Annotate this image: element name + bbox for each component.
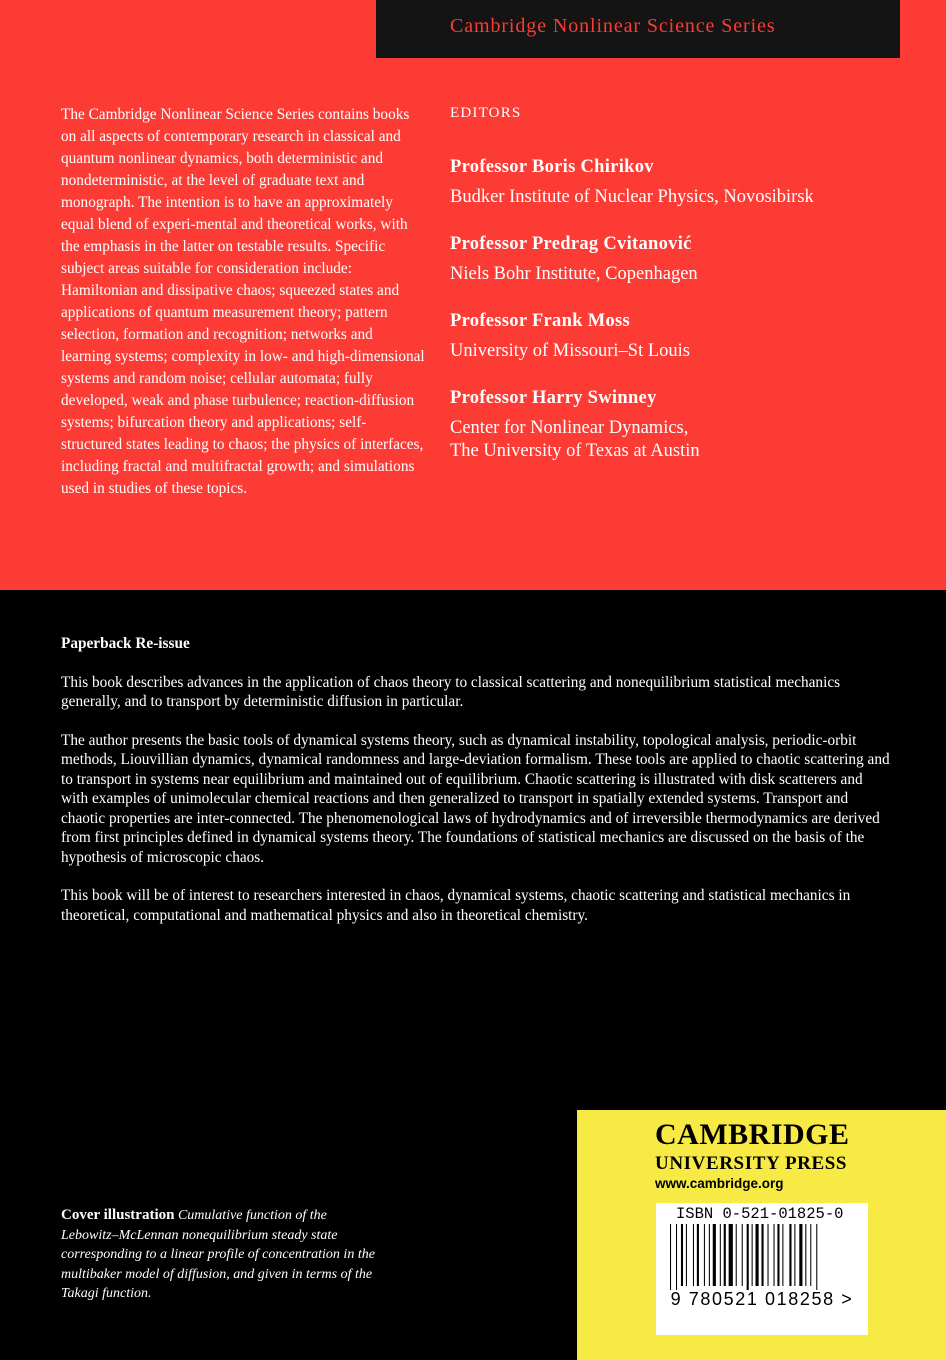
editor-name: Professor Frank Moss: [450, 311, 631, 331]
editor-name: Professor Harry Swinney: [450, 388, 657, 408]
barcode-bar: [747, 1224, 749, 1290]
series-title: Cambridge Nonlinear Science Series: [450, 15, 776, 37]
editor-name: Professor Boris Chirikov: [450, 157, 654, 177]
publisher-subname: UNIVERSITY PRESS: [655, 1153, 848, 1174]
editor-affiliation: Budker Institute of Nuclear Physics, Novosibirsk: [450, 187, 814, 207]
description-paragraph: This book describes advances in the application of chaos theory to classical scattering and nonequilibrium statistical mechanics generally, and to transport by deterministic diffusion in particular.: [61, 673, 841, 710]
barcode-icon: [668, 1224, 856, 1290]
publisher-url: www.cambridge.org: [655, 1176, 784, 1191]
barcode-bar: [805, 1224, 806, 1286]
barcode-bar: [704, 1224, 705, 1286]
barcode-bar: [693, 1224, 694, 1286]
barcode-bar: [676, 1224, 677, 1290]
publisher-name: CAMBRIDGE: [655, 1118, 850, 1151]
series-description: The Cambridge Nonlinear Science Series contains books on all aspects of contemporary research in classical and quantum nonlinear dynamics, both deterministic and nondeterministic, at the level of graduate text and monograph. The intention is to have an approximately equal blend of experi-mental and theoretical works, with the emphasis in the latter on testable results. Specific subject areas suitable for consideration include: Hamiltonian and dissipative chaos; squeezed states and applications of quantum measurement theory; pattern selection, formation and recognition; networks and learning systems; complexity in low- and high-dimensional systems and random noise; cellular automata; fully developed, weak and phase turbulence; reaction-diffusion systems; bifurcation theory and applications; self-structured states leading to chaos; the physics of interfaces, including fractal and multifractal growth; and simulations used in studies of these topics.: [61, 106, 425, 497]
barcode-bar: [789, 1224, 791, 1286]
editor-name: Professor Predrag Cvitanović: [450, 234, 692, 254]
barcode-bar: [709, 1224, 710, 1286]
barcode-bar: [756, 1224, 759, 1286]
barcode-bar: [752, 1224, 753, 1286]
barcode-bar: [729, 1224, 733, 1286]
barcode-bar: [720, 1224, 721, 1286]
barcode-bar: [810, 1224, 811, 1286]
barcode-bar: [736, 1224, 737, 1286]
editor-affiliation: University of Missouri–St Louis: [450, 341, 690, 361]
barcode-bar: [794, 1224, 795, 1286]
editors-heading: EDITORS: [450, 105, 522, 121]
isbn-text: ISBN 0-521-01825-0: [676, 1205, 844, 1223]
cover-illustration-credit: [61, 1206, 381, 1304]
editor-moss: [450, 309, 920, 363]
barcode-bar: [670, 1224, 671, 1290]
editor-affiliation: Niels Bohr Institute, Copenhagen: [450, 264, 698, 284]
book-description: [61, 634, 893, 944]
description-paragraph: The author presents the basic tools of dynamical systems theory, such as dynamical instability, topological analysis, periodic-orbit methods, Liouvillian dynamics, dynamical randomness and large-deviation formalism. These tools are applied to chaotic scattering and to transport in systems near equilibrium and maintained out of equilibrium. Chaotic scattering is illustrated with disk scatterers and with examples of unimolecular chemical reactions and then generalized to transport in spatially extended systems. Transport and chaotic properties are inter-connected. The phenomenological laws of hydrodynamics and of irreversible thermodynamics are derived from first principles defined in dynamical systems theory. The foundations of statistical mechanics are discussed on the basis of the hypothesis of microscopic chaos.: [61, 731, 890, 866]
cover-illustration-label: Cover illustration: [61, 1207, 175, 1223]
barcode-bar: [768, 1224, 769, 1286]
barcode-bar: [816, 1224, 817, 1290]
barcode-bar: [713, 1224, 716, 1286]
barcode-bar: [799, 1224, 802, 1286]
description-paragraph: This book will be of interest to researchers interested in chaos, dynamical systems, chaotic scattering and statistical mechanics in theoretical, computational and mathematical physics and also in theoretical chemistry.: [61, 887, 851, 924]
barcode-bar: [762, 1224, 764, 1286]
editor-cvitanovic: [450, 232, 920, 286]
editor-affiliation: Center for Nonlinear Dynamics, The University of Texas at Austin: [450, 418, 700, 461]
barcode-bar: [742, 1224, 743, 1286]
reissue-label: Paperback Re-issue: [61, 635, 190, 652]
barcode-bar: [724, 1224, 726, 1286]
barcode-bar: [782, 1224, 783, 1286]
barcode-bar: [697, 1224, 699, 1286]
cover-illustration-text: Cumulative function of the Lebowitz–McLennan nonequilibrium steady state corresponding to a linear profile of concentration in the multibaker model of diffusion, and given in terms of the Takagi function.: [61, 1208, 375, 1301]
barcode-bar: [686, 1224, 687, 1286]
editor-chirikov: [450, 155, 920, 209]
barcode-bar: [777, 1224, 779, 1286]
publisher-block: [577, 1110, 946, 1360]
barcode: [656, 1203, 868, 1335]
barcode-digits: 9 780521 018258 >: [670, 1289, 854, 1309]
barcode-bar: [774, 1224, 775, 1286]
editor-swinney: [450, 386, 920, 463]
barcode-bar: [681, 1224, 683, 1286]
